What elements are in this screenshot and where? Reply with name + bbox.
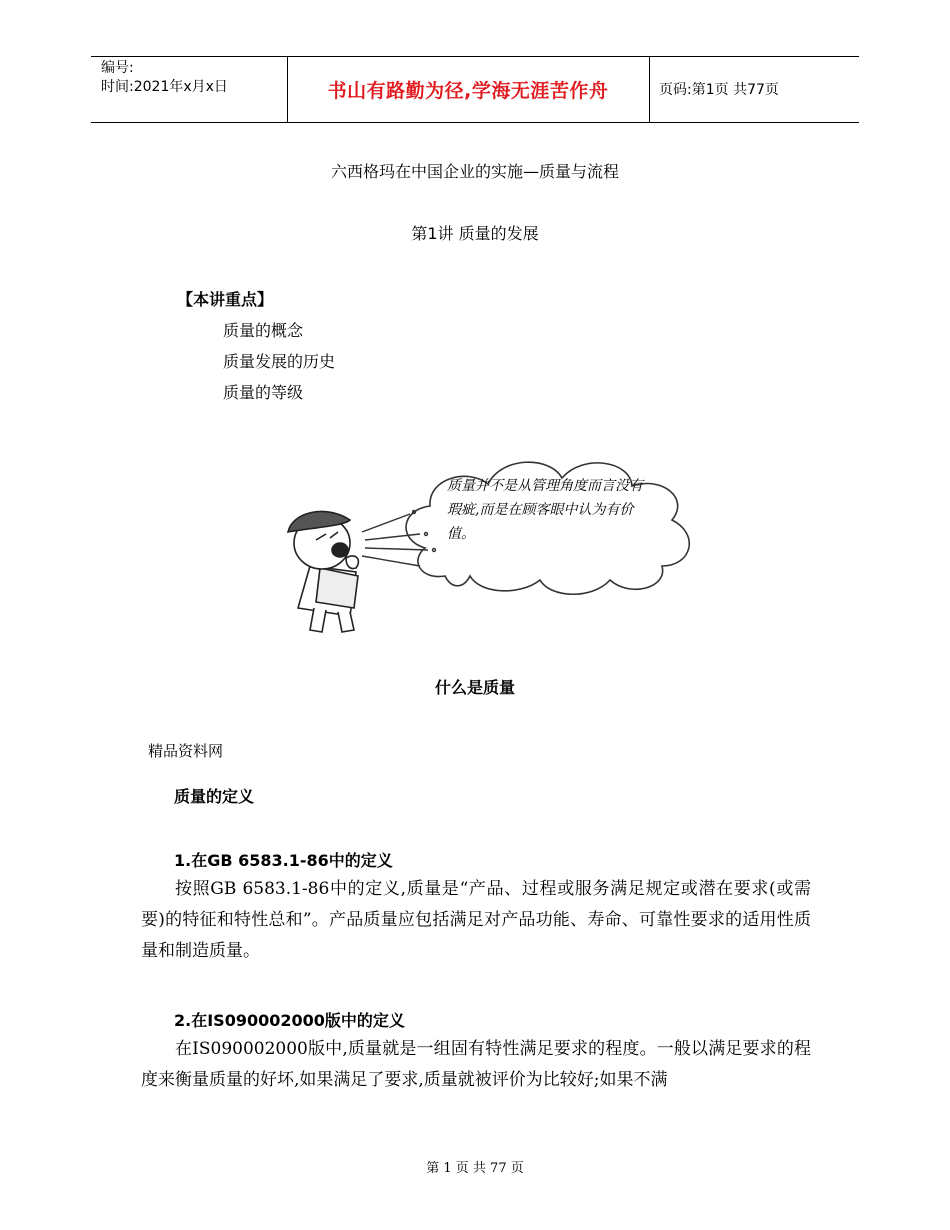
document-title: 六西格玛在中国企业的实施—质量与流程 <box>330 162 619 181</box>
header-time-label: 时间:2021年x月x日 <box>101 79 228 95</box>
speech-cloud-text: 质量并不是从管理角度而言没有瑕疵,而是在顾客眼中认为有价值。 <box>447 478 643 542</box>
site-label: 精品资料网 <box>148 742 224 760</box>
header-number-label: 编号: <box>101 60 134 76</box>
focus-item-concept: 质量的概念 <box>223 321 304 340</box>
definition-heading: 质量的定义 <box>174 787 255 806</box>
sub1-heading: 1.在GB 6583.1-86中的定义 <box>174 851 393 870</box>
header-bottom-rule <box>91 122 859 123</box>
section-title: 什么是质量 <box>434 678 515 697</box>
header-page-label: 页码:第1页 共77页 <box>659 82 779 98</box>
lecture-title: 第1讲 质量的发展 <box>411 224 539 243</box>
man-figure <box>288 511 358 632</box>
header-top-rule <box>91 56 859 57</box>
header-motto: 书山有路勤为径,学海无涯苦作舟 <box>327 80 609 102</box>
header-divider-right <box>649 57 650 122</box>
focus-item-grades: 质量的等级 <box>223 383 304 402</box>
focus-heading: 【本讲重点】 <box>177 290 274 309</box>
header-meta <box>101 59 228 97</box>
focus-item-history: 质量发展的历史 <box>223 352 336 371</box>
sub2-heading: 2.在IS090002000版中的定义 <box>174 1011 405 1030</box>
page-footer: 第 1 页 共 77 页 <box>426 1161 524 1176</box>
sub2-paragraph: 在IS090002000版中,质量就是一组固有特性满足要求的程度。一般以满足要求的程度来衡量质量的好坏,如果满足了要求,质量就被评价为比较好;如果不满 <box>141 1039 811 1090</box>
sub1-paragraph: 按照GB 6583.1-86中的定义,质量是“产品、过程或服务满足规定或潜在要求(或需要)的特征和特性总和”。产品质量应包括满足对产品功能、寿命、可靠性要求的适用性质量和制造质量。 <box>141 879 811 961</box>
